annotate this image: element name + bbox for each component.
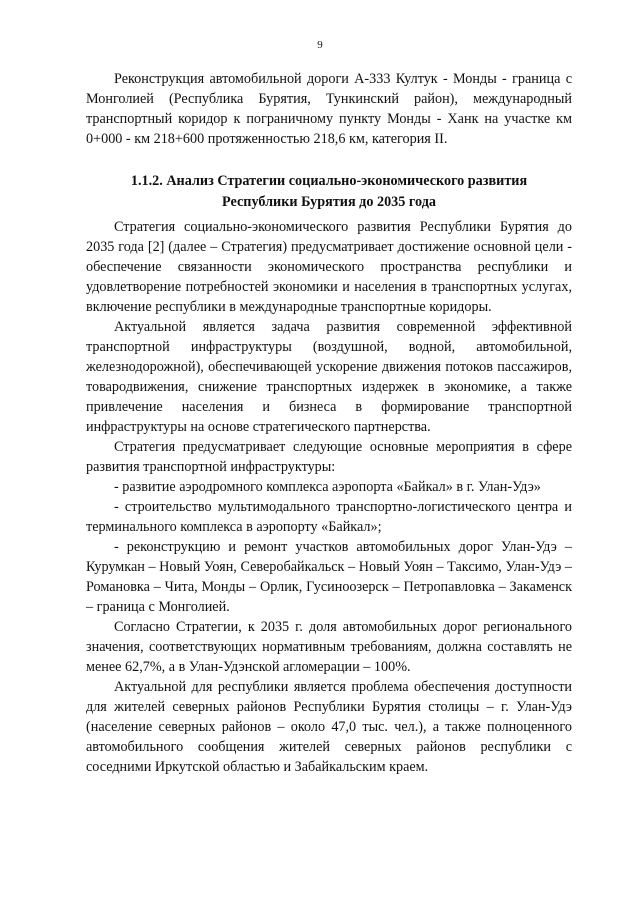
- list-item-logistics-center: - строительство мультимодального транспортно-логистического центра и терминального комплекса в аэропорту «Байкал»;: [86, 499, 572, 535]
- list-item-airport-development: - развитие аэродромного комплекса аэропорта «Байкал» в г. Улан-Удэ»: [114, 479, 541, 495]
- paragraph-strategy-goal: Стратегия социально-экономического развития Республики Бурятия до 2035 года [2] (далее – Стратегия) предусматривает достижение основной цели - обеспечение связанности экономического пространства республики и удовлетворение потребностей экономики и населения в транспортных услугах, включение республики в международные транспортные коридоры.: [86, 219, 572, 315]
- paragraph-road-share-target: Согласно Стратегии, к 2035 г. доля автомобильных дорог регионального значения, соответствующих нормативным требованиям, должна составлять не менее 62,7%, а в Улан-Удэнской агломерации – 100%.: [86, 619, 572, 675]
- section-heading-line-2: Республики Бурятия до 2035 года: [222, 194, 436, 210]
- paragraph-northern-access: Актуальной для республики является проблема обеспечения доступности для жителей северных районов Республики Бурятия столицы – г. Улан-Удэ (население северных районов – около 47,0 тыс. чел.), а также полноценного автомобильного сообщения жителей северных районов республики с соседними Иркутской областью и Забайкальским краем.: [86, 679, 572, 775]
- intro-paragraph: Реконструкция автомобильной дороги А-333 Култук - Монды - граница с Монголией (Республика Бурятия, Тункинский район), международный транспортный коридор к пограничному пункту Монды - Ханк на участке км 0+000 - км 218+600 протяженностью 218,6 км, категория II.: [86, 71, 572, 147]
- paragraph-measures-intro: Стратегия предусматривает следующие основные мероприятия в сфере развития транспортной инфраструктуры:: [86, 439, 572, 475]
- section-heading: [86, 171, 572, 213]
- section-heading-line-1: 1.1.2. Анализ Стратегии социально-экономического развития: [130, 173, 528, 189]
- paragraph-infrastructure-task: Актуальной является задача развития современной эффективной транспортной инфраструктуры (воздушной, водной, автомобильной, железнодорожной), обеспечивающей ускорение движения потоков пассажиров, товародвижения, снижение транспортных издержек в экономике, а также привлечение населения и бизнеса в формирование транспортной инфраструктуры на основе стратегического партнерства.: [86, 319, 572, 435]
- page-number: 9: [317, 39, 323, 51]
- list-item-road-reconstruction: - реконструкцию и ремонт участков автомобильных дорог Улан-Удэ – Курумкан – Новый Уоян, Северобайкальск – Новый Уоян – Таксимо, Улан-Удэ – Романовка – Чита, Монды – Орлик, Гусиноозерск – Петропавловка – Закаменск – граница с Монголией.: [86, 539, 572, 615]
- page-content: [86, 69, 572, 777]
- spacer: [86, 149, 572, 171]
